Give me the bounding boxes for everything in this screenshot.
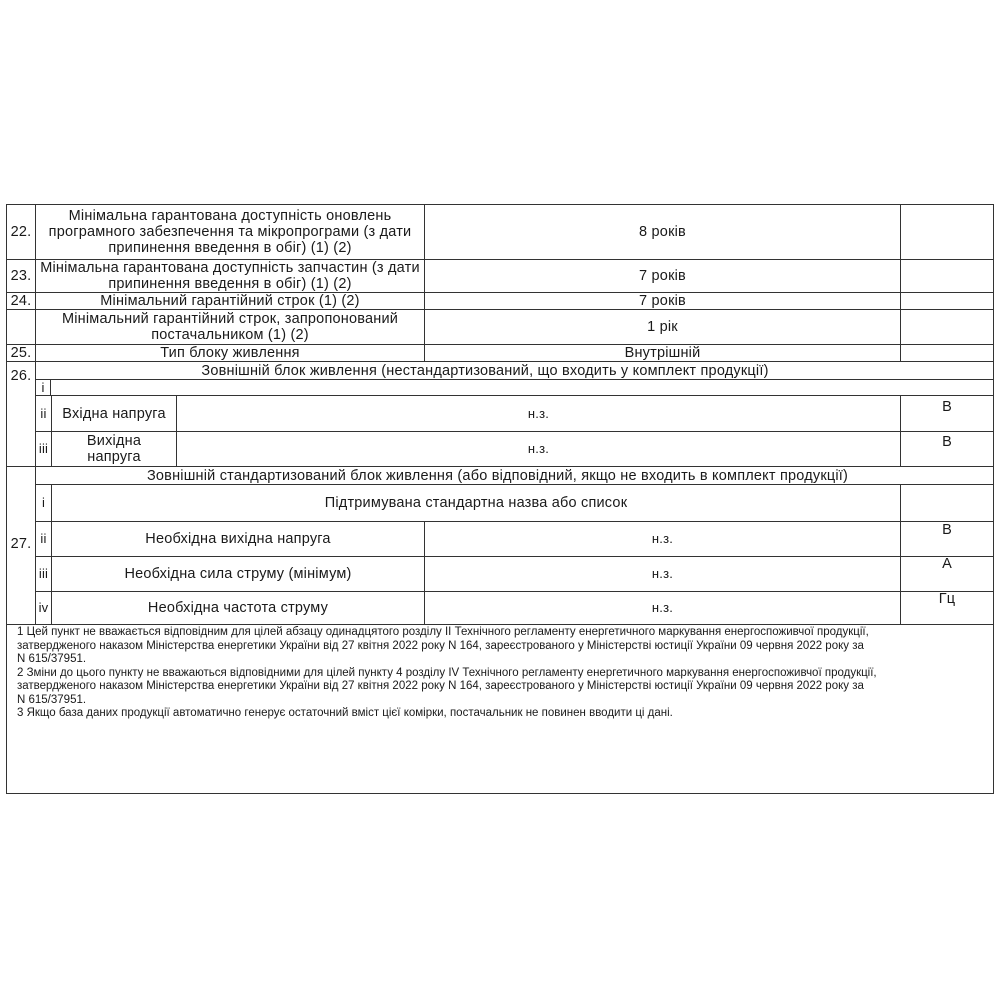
row-value: 7 років <box>639 293 686 309</box>
row-value: 7 років <box>639 268 686 284</box>
sub-index: iv <box>38 600 49 615</box>
section-header: Зовнішній стандартизований блок живлення (або відповідний, якщо не входить в комплект продукції) <box>146 467 849 484</box>
row-number: 22. <box>10 224 32 240</box>
sub-index: i <box>41 495 46 510</box>
row-label: Мінімальний гарантійний строк (1) (2) <box>100 293 360 309</box>
sub-index: i <box>41 379 45 395</box>
row-label: Мінімальна гарантована доступність оновлень програмного забезпечення та мікропрограми (з дати припинення введення в обіг) (1) (2) <box>48 208 412 256</box>
footnote-line: 1 Цей пункт не вважається відповідним для цілей абзацу одинадцятого розділу II Технічного регламенту енергетичного маркування енергоспоживчої продукції, <box>17 626 869 638</box>
row-number: 25. <box>10 345 32 361</box>
sub-value: н.з. <box>527 405 550 421</box>
sub-value: н.з. <box>527 441 550 456</box>
row-label: Мінімальна гарантована доступність запчастин (з дати припинення введення в обіг) (1) (2) <box>40 260 420 292</box>
row-number: 27. <box>10 536 32 552</box>
sub-unit: Гц <box>938 591 956 607</box>
sub-label: Вхідна напруга <box>62 405 166 422</box>
sub-value: н.з. <box>651 531 674 546</box>
sub-value: н.з. <box>651 566 674 581</box>
sub-label: Підтримувана стандартна назва або список <box>324 495 628 511</box>
section-header: Зовнішній блок живлення (нестандартизований, що входить у комплект продукції) <box>201 362 769 379</box>
footnote-line: затвердженого наказом Міністерства енергетики України від 27 квітня 2022 року N 164, зареєстрованого у Міністерстві юстиції України 09 червня 2022 року за <box>17 639 864 652</box>
row-number: 23. <box>10 268 32 284</box>
row-value: 1 рік <box>647 319 678 335</box>
sub-unit: А <box>942 556 952 572</box>
sub-index: ii <box>40 405 47 421</box>
footnote-line: N 615/37951. <box>17 693 87 706</box>
footnote-line: 3 Якщо база даних продукції автоматично генерує остаточний вміст цієї комірки, постачальник не повинен вводити ці дані. <box>17 707 673 719</box>
sub-label: Необхідна сила струму (мінімум) <box>124 566 352 582</box>
row-value: 8 років <box>639 224 686 240</box>
sub-index: ii <box>40 531 47 546</box>
sub-value: н.з. <box>651 600 674 615</box>
sub-unit: В <box>942 522 952 538</box>
footnote-line: N 615/37951. <box>17 653 87 665</box>
row-number: 26. <box>10 368 32 384</box>
footnote-line: затвердженого наказом Міністерства енергетики України від 27 квітня 2022 року N 164, зареєстрованого у Міністерстві юстиції України 09 червня 2022 року за <box>17 680 864 692</box>
row-value: Внутрішній <box>624 345 701 361</box>
row-label: Мінімальний гарантійний строк, запропонований постачальником (1) (2) <box>61 311 399 343</box>
sub-label: Необхідна вихідна напруга <box>145 531 331 547</box>
footnotes <box>6 624 994 794</box>
sub-unit: В <box>942 434 952 450</box>
sub-unit: В <box>942 399 952 415</box>
row-label: Тип блоку живлення <box>160 345 300 361</box>
sub-label: Необхідна частота струму <box>147 600 329 616</box>
sub-label: Вихідна напруга <box>86 433 142 465</box>
row-number: 24. <box>10 293 32 309</box>
sub-index: iii <box>38 566 49 581</box>
footnote-line: 2 Зміни до цього пункту не вважаються відповідними для цілей пункту 4 розділу IV Технічного регламенту енергетичного маркування енергоспоживчої продукції, <box>17 666 877 679</box>
sub-index: iii <box>38 441 49 456</box>
